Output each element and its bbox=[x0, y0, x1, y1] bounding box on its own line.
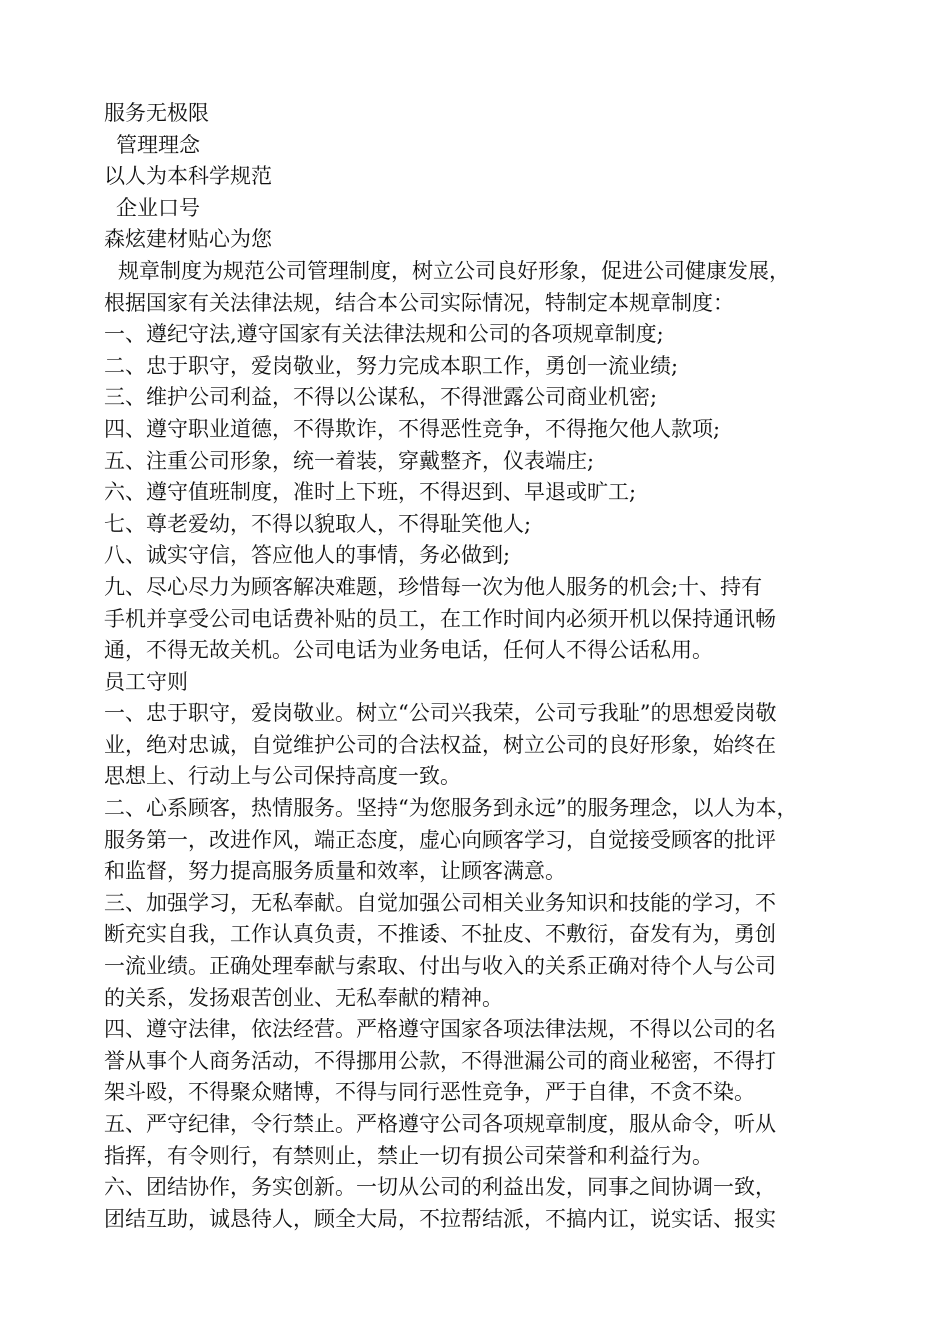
heading-management-philosophy: 管理理念 bbox=[116, 132, 200, 157]
code-item-4-line-2: 誉从事个人商务活动，不得挪用公款，不得泄漏公司的商业秘密，不得打 bbox=[104, 1048, 776, 1073]
rule-item-8: 八、诚实守信，答应他人的事情，务必做到; bbox=[104, 543, 511, 568]
code-item-1-line-3: 思想上、行动上与公司保持高度一致。 bbox=[104, 764, 461, 789]
rule-item-9-line-1: 九、尽心尽力为顾客解决难题，珍惜每一次为他人服务的机会;十、持有 bbox=[104, 574, 763, 599]
heading-company-motto: 企业口号 bbox=[116, 195, 200, 220]
heading-employee-code: 员工守则 bbox=[104, 669, 188, 694]
rules-intro-line-2: 根据国家有关法律法规，结合本公司实际情况，特制定本规章制度： bbox=[104, 290, 734, 315]
code-item-2-line-1: 二、心系顾客，热情服务。坚持“为您服务到永远”的服务理念，以人为本， bbox=[104, 796, 798, 821]
code-item-6-line-1: 六、团结协作，务实创新。一切从公司的利益出发，同事之间协调一致， bbox=[104, 1175, 776, 1200]
rule-item-2: 二、忠于职守，爱岗敬业，努力完成本职工作，勇创一流业绩; bbox=[104, 353, 679, 378]
rule-item-7: 七、尊老爱幼，不得以貌取人，不得耻笑他人; bbox=[104, 511, 532, 536]
code-item-4-line-3: 架斗殴，不得聚众赌博，不得与同行恶性竞争，严于自律，不贪不染。 bbox=[104, 1080, 755, 1105]
company-motto: 森炫建材贴心为您 bbox=[104, 227, 272, 252]
rule-item-1: 一、遵纪守法,遵守国家有关法律法规和公司的各项规章制度; bbox=[104, 322, 664, 347]
code-item-3-line-4: 的关系，发扬艰苦创业、无私奉献的精神。 bbox=[104, 985, 503, 1010]
rules-intro-line-1: 规章制度为规范公司管理制度，树立公司良好形象，促进公司健康发展， bbox=[118, 258, 790, 283]
slogan-service: 服务无极限 bbox=[104, 101, 209, 125]
code-item-3-line-3: 一流业绩。正确处理奉献与索取、付出与收入的关系正确对待个人与公司 bbox=[104, 954, 776, 979]
rule-item-5: 五、注重公司形象，统一着装，穿戴整齐，仪表端庄; bbox=[104, 448, 595, 473]
code-item-6-line-2: 团结互助，诚恳待人，顾全大局，不拉帮结派，不搞内讧，说实话、报实 bbox=[104, 1206, 776, 1231]
document-page bbox=[104, 98, 856, 1235]
code-item-2-line-3: 和监督，努力提高服务质量和效率，让顾客满意。 bbox=[104, 859, 566, 884]
rule-item-6: 六、遵守值班制度，准时上下班，不得迟到、早退或旷工; bbox=[104, 480, 637, 505]
rule-item-10-line-2: 手机并享受公司电话费补贴的员工，在工作时间内必须开机以保持通讯畅 bbox=[104, 606, 776, 631]
slogan-people-oriented: 以人为本科学规范 bbox=[104, 164, 272, 189]
code-item-2-line-2: 服务第一，改进作风，端正态度，虚心向顾客学习，自觉接受顾客的批评 bbox=[104, 827, 776, 852]
code-item-1-line-2: 业，绝对忠诚，自觉维护公司的合法权益，树立公司的良好形象，始终在 bbox=[104, 732, 776, 757]
code-item-5-line-1: 五、严守纪律，令行禁止。严格遵守公司各项规章制度，服从命令，听从 bbox=[104, 1112, 776, 1136]
code-item-1-line-1: 一、忠于职守，爱岗敬业。树立“公司兴我荣，公司亏我耻”的思想爱岗敬 bbox=[104, 701, 777, 726]
code-item-3-line-2: 断充实自我，工作认真负责，不推诿、不扯皮、不敷衍，奋发有为，勇创 bbox=[104, 922, 776, 947]
code-item-4-line-1: 四、遵守法律，依法经营。严格遵守国家各项法律法规，不得以公司的名 bbox=[104, 1017, 776, 1042]
rule-item-10-line-3: 通，不得无故关机。公司电话为业务电话，任何人不得公话私用。 bbox=[104, 638, 713, 663]
code-item-5-line-2: 指挥，有令则行，有禁则止，禁止一切有损公司荣誉和利益行为。 bbox=[104, 1143, 713, 1168]
rule-item-4: 四、遵守职业道德，不得欺诈，不得恶性竞争，不得拖欠他人款项; bbox=[104, 416, 721, 441]
code-item-3-line-1: 三、加强学习，无私奉献。自觉加强公司相关业务知识和技能的学习，不 bbox=[104, 890, 776, 915]
rule-item-3: 三、维护公司利益，不得以公谋私，不得泄露公司商业机密; bbox=[104, 385, 658, 410]
